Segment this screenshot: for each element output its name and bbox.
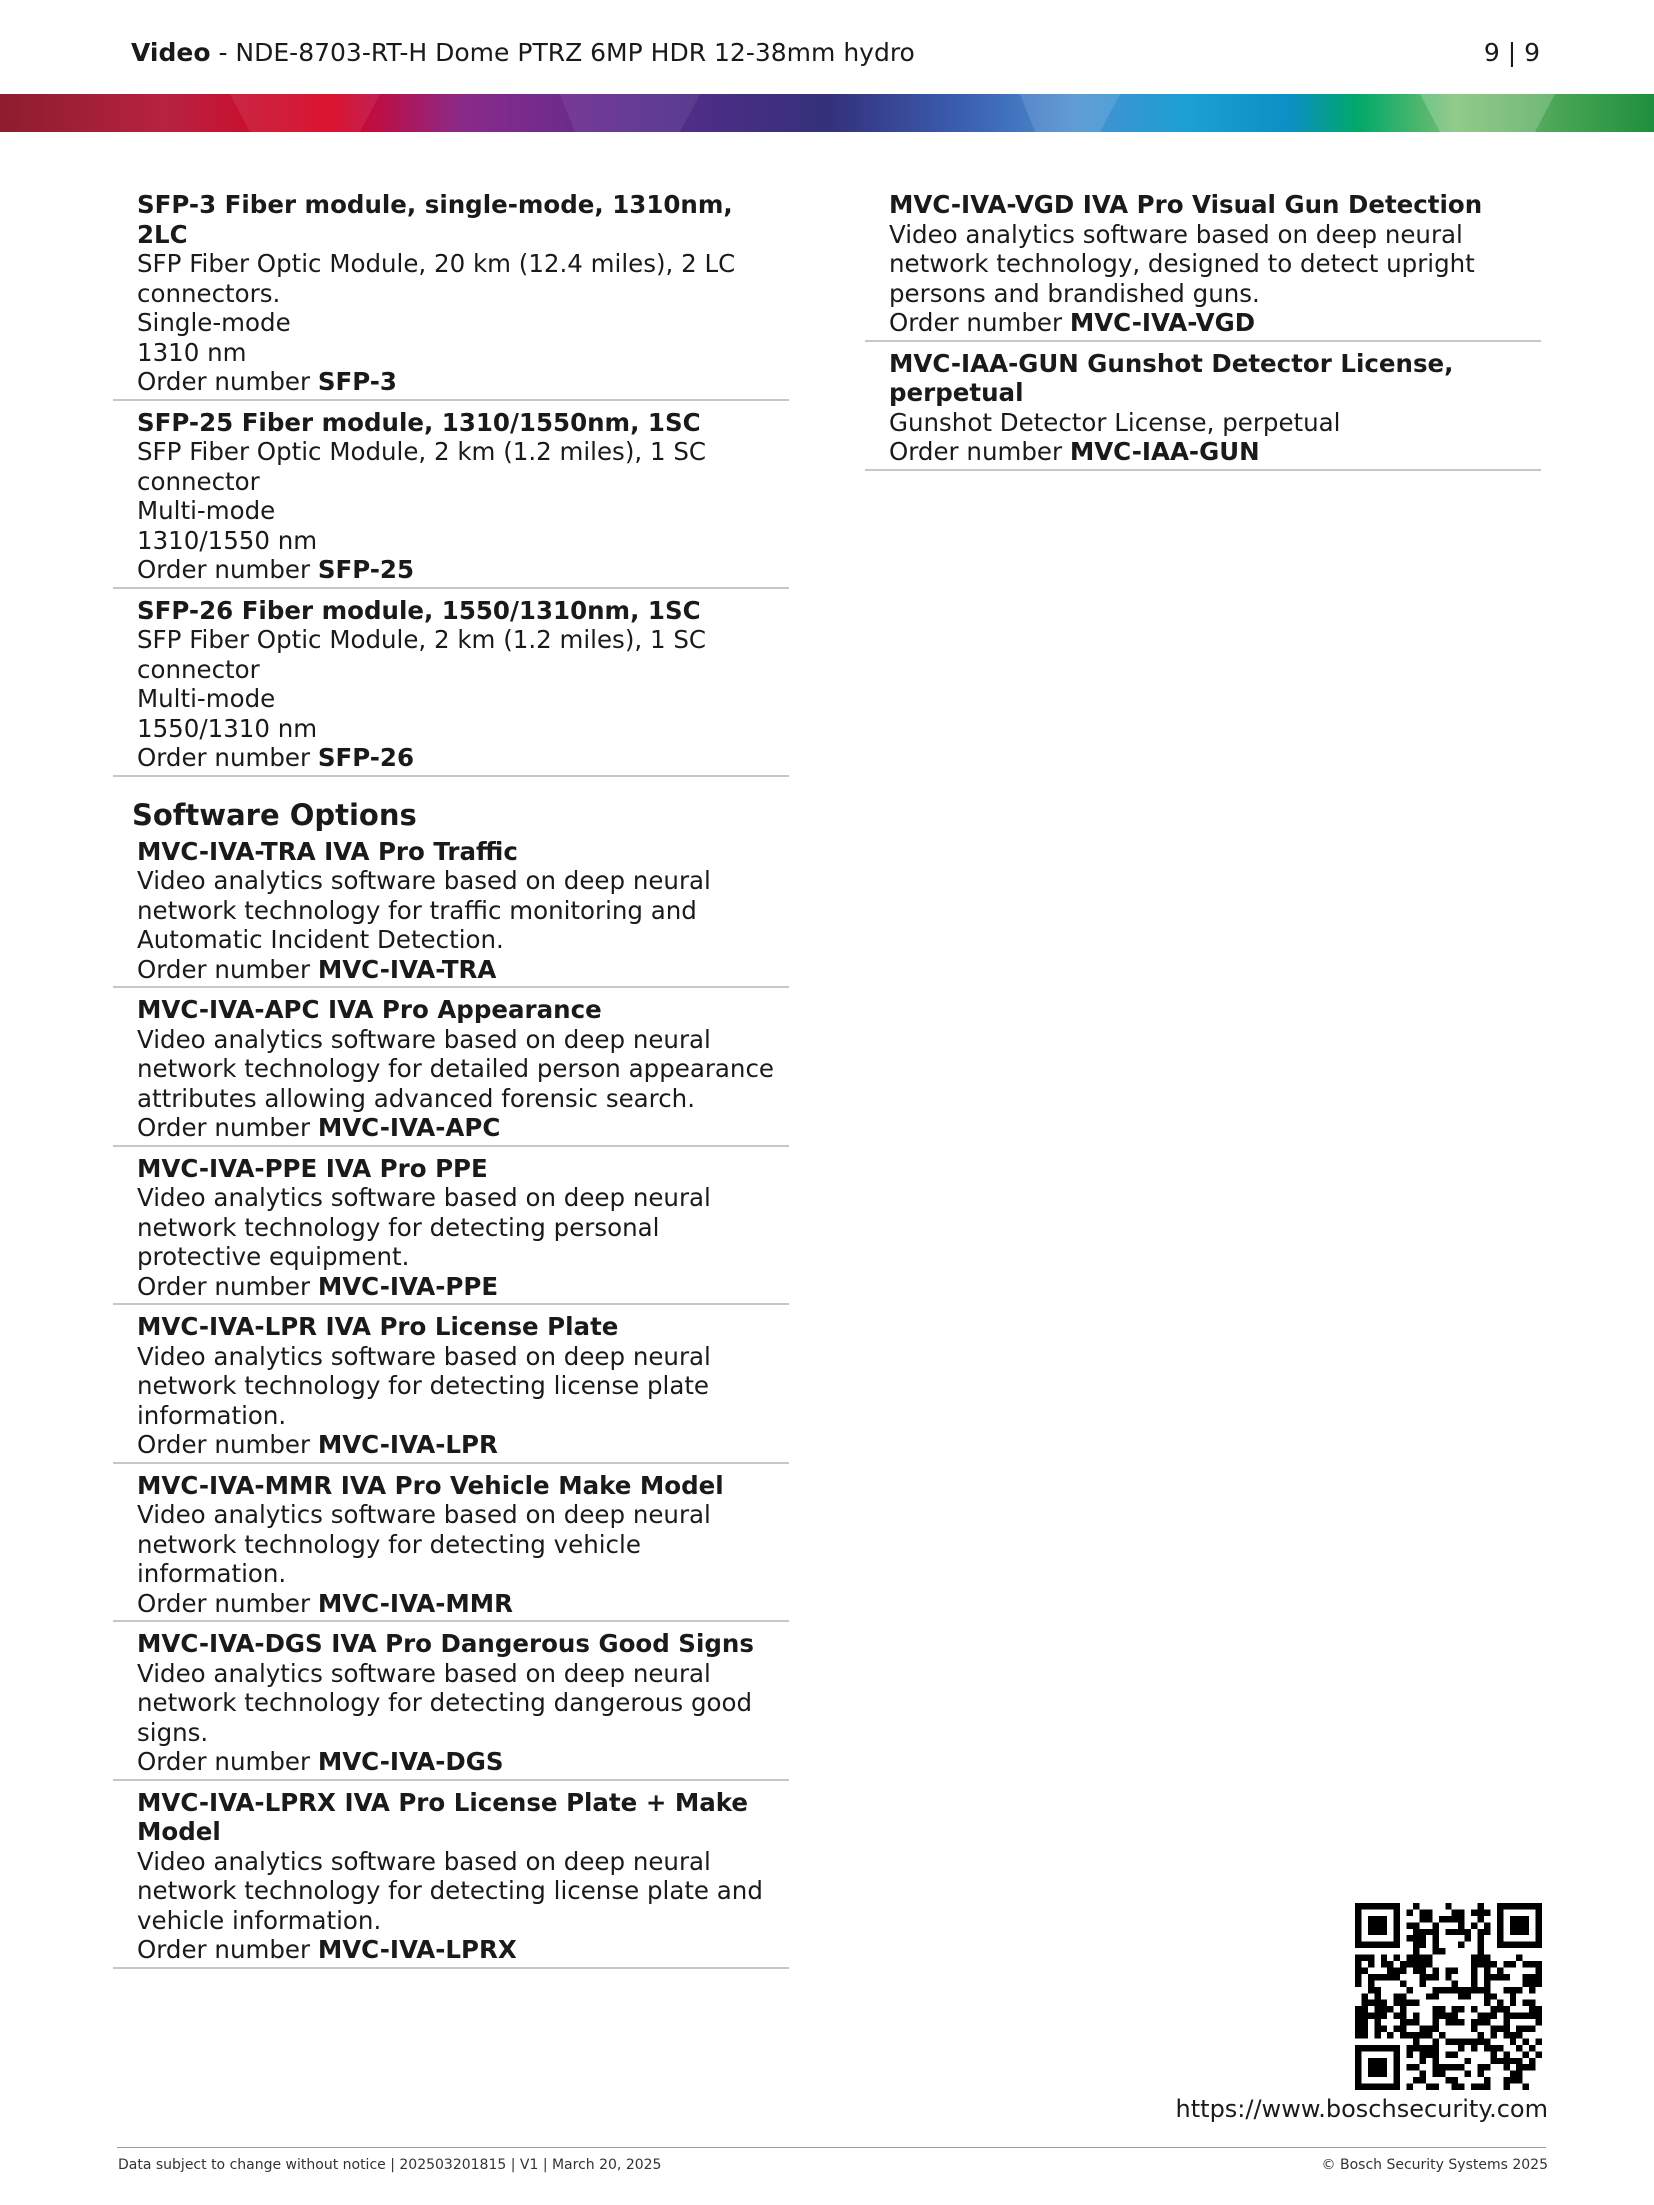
order-number-line <box>137 1430 789 1460</box>
product-description: SFP Fiber Optic Module, 2 km (1.2 miles), 1 SC connector <box>137 437 706 496</box>
right-options-list <box>865 190 1541 471</box>
order-number-value: MVC-IVA-APC <box>317 1113 501 1142</box>
order-number-value: SFP-3 <box>317 367 397 396</box>
product-name: MVC-IVA-TRA IVA Pro Traffic <box>137 836 518 866</box>
product-name: SFP-25 Fiber module, 1310/1550nm, 1SC <box>137 407 701 437</box>
right-column <box>865 190 1541 478</box>
product-entry <box>113 1788 789 1969</box>
product-name: MVC-IVA-DGS IVA Pro Dangerous Good Signs <box>137 1629 754 1658</box>
order-number-label: Order number <box>889 437 1070 466</box>
order-number-value: SFP-25 <box>317 555 414 584</box>
footer-notice: Data subject to change without notice | 202503201815 | V1 | March 20, 2025 <box>118 2157 662 2173</box>
order-number-label: Order number <box>137 954 318 984</box>
product-entry <box>113 1154 789 1306</box>
product-description: Single-mode <box>137 308 291 337</box>
order-number-value: MVC-IVA-TRA <box>317 954 497 984</box>
order-number-label: Order number <box>137 555 318 584</box>
order-number-line <box>137 367 789 397</box>
order-number-label: Order number <box>137 1271 318 1301</box>
order-number-value: MVC-IVA-LPR <box>317 1430 498 1459</box>
product-entry <box>113 1471 789 1623</box>
order-number-line <box>137 1272 789 1302</box>
brand-color-band <box>0 94 1654 132</box>
product-description: Video analytics software based on deep neural network technology for detecting license plate information. <box>137 1341 711 1430</box>
product-description: Video analytics software based on deep neural network technology, designed to detect upright persons and brandished guns. <box>889 219 1475 308</box>
product-description: 1310 nm <box>137 337 247 367</box>
order-number-value: SFP-26 <box>317 743 414 772</box>
product-description: 1310/1550 nm <box>137 525 318 555</box>
product-entry <box>865 349 1541 471</box>
page-number: 9 | 9 <box>1483 38 1540 67</box>
product-name: SFP-26 Fiber module, 1550/1310nm, 1SC <box>137 595 701 625</box>
product-name: MVC-IVA-PPE IVA Pro PPE <box>137 1153 488 1183</box>
product-description: Video analytics software based on deep neural network technology for detecting vehicle information. <box>137 1500 711 1588</box>
order-number-value: MVC-IVA-VGD <box>1069 308 1256 337</box>
order-number-value: MVC-IVA-DGS <box>317 1747 504 1776</box>
product-entry <box>113 1629 789 1781</box>
order-number-value: MVC-IVA-LPRX <box>317 1935 517 1964</box>
product-name: SFP-3 Fiber module, single-mode, 1310nm, 2LC <box>137 190 733 249</box>
order-number-line <box>137 743 789 773</box>
header-title: - NDE-8703-RT-H Dome PTRZ 6MP HDR 12-38mm hydro <box>210 38 915 67</box>
footer-divider <box>117 2147 1546 2148</box>
order-number-line <box>137 1113 789 1143</box>
product-description: Multi-mode <box>137 496 276 525</box>
product-entry <box>113 408 789 589</box>
product-description: 1550/1310 nm <box>137 713 318 743</box>
order-number-label: Order number <box>137 1588 318 1618</box>
product-description: Video analytics software based on deep neural network technology for detecting license plate and vehicle information. <box>137 1846 763 1935</box>
product-name: MVC-IVA-MMR IVA Pro Vehicle Make Model <box>137 1470 724 1500</box>
product-entry <box>113 837 789 989</box>
product-entry <box>865 190 1541 342</box>
product-description: Gunshot Detector License, perpetual <box>889 407 1341 437</box>
order-number-line <box>889 437 1541 467</box>
header-title-bold: Video <box>131 38 211 67</box>
order-number-line <box>137 555 789 585</box>
product-description: Video analytics software based on deep neural network technology for detecting personal protective equipment. <box>137 1183 711 1271</box>
order-number-label: Order number <box>137 367 318 396</box>
page-header <box>131 36 1540 70</box>
order-number-value: MVC-IVA-PPE <box>317 1271 499 1301</box>
order-number-label: Order number <box>889 308 1070 337</box>
fiber-module-list <box>113 190 789 777</box>
product-description: SFP Fiber Optic Module, 20 km (12.4 miles), 2 LC connectors. <box>137 249 736 308</box>
product-name: MVC-IVA-VGD IVA Pro Visual Gun Detection <box>889 190 1483 219</box>
order-number-value: MVC-IVA-MMR <box>317 1588 514 1618</box>
order-number-label: Order number <box>137 1747 318 1776</box>
product-entry <box>113 995 789 1147</box>
product-name: MVC-IAA-GUN Gunshot Detector License, perpetual <box>889 348 1454 407</box>
software-options-list <box>113 837 789 1969</box>
product-description: Video analytics software based on deep neural network technology for detailed person appearance attributes allowing advanced forensic search. <box>137 1024 774 1113</box>
qr-code <box>1355 1903 1542 2090</box>
order-number-line <box>137 955 789 985</box>
product-entry <box>113 190 789 401</box>
product-entry <box>113 1312 789 1464</box>
order-number-label: Order number <box>137 743 318 772</box>
website-url[interactable]: https://www.boschsecurity.com <box>1175 2095 1548 2123</box>
footer-copyright: © Bosch Security Systems 2025 <box>1321 2157 1548 2173</box>
order-number-line <box>137 1747 789 1777</box>
product-description: SFP Fiber Optic Module, 2 km (1.2 miles), 1 SC connector <box>137 625 706 684</box>
order-number-label: Order number <box>137 1935 318 1964</box>
product-name: MVC-IVA-LPR IVA Pro License Plate <box>137 1312 619 1341</box>
order-number-line <box>137 1935 789 1965</box>
order-number-line <box>137 1589 789 1619</box>
order-number-value: MVC-IAA-GUN <box>1069 437 1260 466</box>
product-name: MVC-IVA-APC IVA Pro Appearance <box>137 995 602 1024</box>
product-description: Multi-mode <box>137 684 276 713</box>
left-column <box>113 190 789 1976</box>
order-number-label: Order number <box>137 1113 318 1142</box>
product-name: MVC-IVA-LPRX IVA Pro License Plate + Make Model <box>137 1787 749 1846</box>
software-options-heading: Software Options <box>132 797 417 832</box>
product-entry <box>113 596 789 777</box>
product-description: Video analytics software based on deep neural network technology for traffic monitoring and Automatic Incident Detection. <box>137 866 711 954</box>
product-description: Video analytics software based on deep neural network technology for detecting dangerous good signs. <box>137 1658 753 1747</box>
order-number-line <box>889 308 1541 338</box>
order-number-label: Order number <box>137 1430 318 1459</box>
